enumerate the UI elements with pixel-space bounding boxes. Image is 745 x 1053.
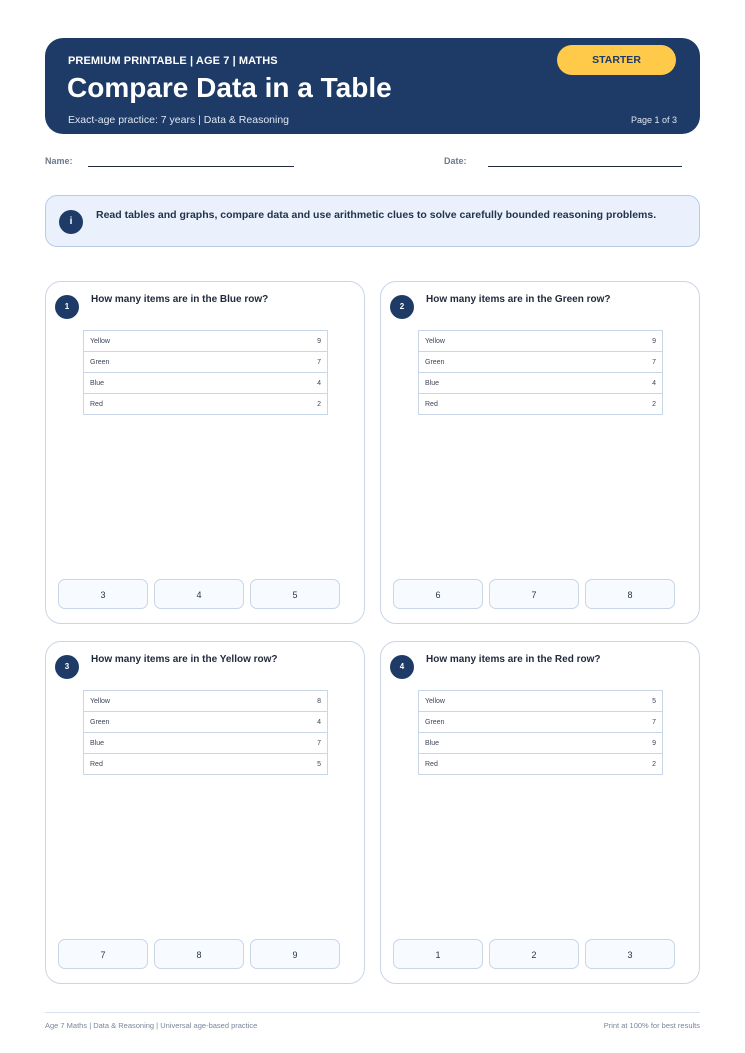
row-label: Yellow xyxy=(84,331,246,352)
data-table xyxy=(418,330,663,415)
row-label: Green xyxy=(84,352,246,373)
row-value: 5 xyxy=(246,754,328,775)
row-value: 4 xyxy=(246,373,328,394)
answer-option[interactable]: 2 xyxy=(489,939,579,969)
row-value: 7 xyxy=(581,712,663,733)
table-row xyxy=(419,373,663,394)
row-value: 2 xyxy=(246,394,328,415)
answer-option[interactable]: 8 xyxy=(154,939,244,969)
answer-options xyxy=(58,939,340,969)
row-label: Blue xyxy=(84,733,246,754)
question-text: How many items are in the Blue row? xyxy=(91,294,269,305)
row-value: 2 xyxy=(581,754,663,775)
row-label: Blue xyxy=(419,733,581,754)
answer-option[interactable]: 9 xyxy=(250,939,340,969)
info-icon: i xyxy=(59,210,83,234)
question-card xyxy=(45,641,365,984)
question-text: How many items are in the Red row? xyxy=(426,654,601,665)
row-value: 2 xyxy=(581,394,663,415)
table-row xyxy=(84,394,328,415)
answer-option[interactable]: 3 xyxy=(585,939,675,969)
row-label: Yellow xyxy=(419,691,581,712)
row-value: 7 xyxy=(246,352,328,373)
answer-option[interactable]: 1 xyxy=(393,939,483,969)
row-label: Blue xyxy=(84,373,246,394)
answer-option[interactable]: 7 xyxy=(489,579,579,609)
footer-divider xyxy=(45,1012,700,1013)
row-label: Red xyxy=(84,394,246,415)
answer-option[interactable]: 5 xyxy=(250,579,340,609)
row-label: Green xyxy=(419,352,581,373)
table-row xyxy=(419,331,663,352)
instructions-box xyxy=(45,195,700,247)
instructions-text: Read tables and graphs, compare data and use arithmetic clues to solve carefully bounded reasoning problems. xyxy=(96,209,657,221)
page-indicator: Page 1 of 3 xyxy=(630,115,677,125)
name-field[interactable] xyxy=(88,166,294,167)
row-label: Red xyxy=(84,754,246,775)
answer-options xyxy=(58,579,340,609)
question-number: 1 xyxy=(55,295,79,319)
question-text: How many items are in the Green row? xyxy=(426,294,611,305)
answer-options xyxy=(393,939,675,969)
header-kicker: PREMIUM PRINTABLE | AGE 7 | MATHS xyxy=(68,55,278,67)
date-field[interactable] xyxy=(488,166,682,167)
question-number: 2 xyxy=(390,295,414,319)
table-row xyxy=(419,733,663,754)
level-badge: STARTER xyxy=(557,45,676,75)
question-card xyxy=(45,281,365,624)
row-value: 8 xyxy=(246,691,328,712)
table-row xyxy=(419,691,663,712)
date-label: Date: xyxy=(444,156,467,166)
row-label: Red xyxy=(419,394,581,415)
row-value: 9 xyxy=(581,733,663,754)
worksheet-header xyxy=(45,38,700,134)
row-value: 5 xyxy=(581,691,663,712)
table-row xyxy=(419,352,663,373)
question-card xyxy=(380,641,700,984)
row-value: 9 xyxy=(246,331,328,352)
question-number: 3 xyxy=(55,655,79,679)
row-label: Yellow xyxy=(419,331,581,352)
row-label: Green xyxy=(84,712,246,733)
table-row xyxy=(84,352,328,373)
answer-option[interactable]: 6 xyxy=(393,579,483,609)
row-value: 9 xyxy=(581,331,663,352)
answer-option[interactable]: 3 xyxy=(58,579,148,609)
footer-left-text: Age 7 Maths | Data & Reasoning | Universal age-based practice xyxy=(45,1021,258,1030)
name-label: Name: xyxy=(45,156,73,166)
table-row xyxy=(84,691,328,712)
answer-options xyxy=(393,579,675,609)
answer-option[interactable]: 7 xyxy=(58,939,148,969)
table-row xyxy=(419,754,663,775)
question-card xyxy=(380,281,700,624)
data-table xyxy=(83,330,328,415)
row-label: Red xyxy=(419,754,581,775)
table-row xyxy=(84,712,328,733)
question-number: 4 xyxy=(390,655,414,679)
answer-option[interactable]: 8 xyxy=(585,579,675,609)
footer-right-text: Print at 100% for best results xyxy=(603,1021,700,1030)
header-subtitle: Exact-age practice: 7 years | Data & Reasoning xyxy=(68,114,290,126)
answer-option[interactable]: 4 xyxy=(154,579,244,609)
table-row xyxy=(84,733,328,754)
data-table xyxy=(418,690,663,775)
question-text: How many items are in the Yellow row? xyxy=(91,654,278,665)
table-row xyxy=(84,754,328,775)
row-value: 7 xyxy=(246,733,328,754)
table-row xyxy=(419,394,663,415)
table-row xyxy=(419,712,663,733)
row-label: Blue xyxy=(419,373,581,394)
row-value: 4 xyxy=(581,373,663,394)
table-row xyxy=(84,373,328,394)
row-label: Green xyxy=(419,712,581,733)
row-value: 4 xyxy=(246,712,328,733)
page-title: Compare Data in a Table xyxy=(67,72,392,103)
row-label: Yellow xyxy=(84,691,246,712)
table-row xyxy=(84,331,328,352)
row-value: 7 xyxy=(581,352,663,373)
data-table xyxy=(83,690,328,775)
